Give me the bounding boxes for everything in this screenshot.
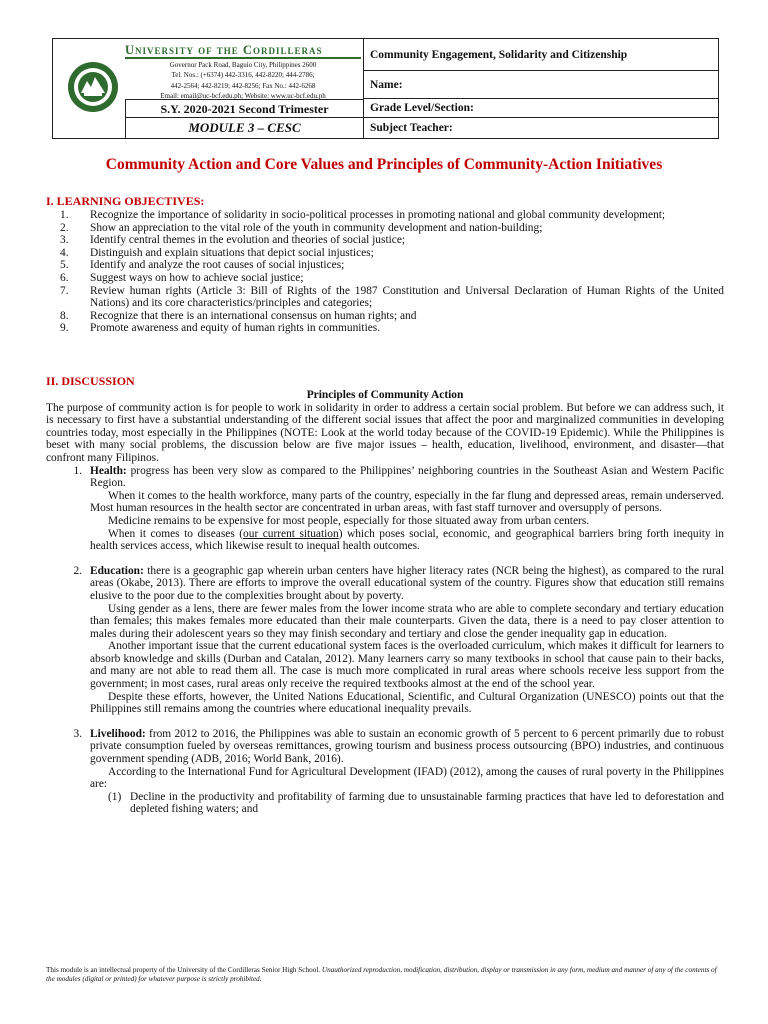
paragraph: Using gender as a lens, there are fewer males from the lower income strata who are able to complete secondary and tertiary education than females; this makes females more educated than their male counterparts. Given the data, there is a need to pay closer attention to males during their adolescent years so they may finish secondary and tertiary and close the gender inequality gap in education.	[90, 602, 724, 640]
list-item: 1. Recognize the importance of solidarity in socio-political processes in promoting national and global community development;	[60, 209, 666, 221]
livelihood-item: 3. Livelihood: from 2012 to 2016, the Philippines was able to sustain an economic growth of 5 percent to 6 percent primarily due to robust private consumption fueled by overseas remittances, growing tourism and business process outsourcing (BPO) industries, and continuous government spending (ADB, 2016; World Bank, 2016).	[73, 727, 724, 766]
student-info-table	[363, 39, 719, 138]
list-item: 8. Recognize that there is an international consensus on human rights; and	[60, 309, 417, 322]
objectives-list	[60, 209, 724, 335]
list-item: 9. Promote awareness and equity of human rights in communities.	[60, 322, 381, 335]
address-line: Tel. Nos.: (+6374) 442-3316, 442-8220; 444-2786;	[171, 71, 315, 80]
university-seal-icon	[67, 43, 119, 133]
address-line: Governor Pack Road, Baguio City, Philippines 2600	[169, 61, 317, 69]
address-line: 442-2564; 442-8219; 442-8256; Fax No.: 442-6268	[170, 81, 316, 90]
list-item: 6. Suggest ways on how to achieve social justice;	[60, 271, 304, 284]
livelihood-label: Livelihood:	[90, 727, 146, 740]
list-item: 2. Show an appreciation to the vital role of the youth in community development and nation-building;	[60, 221, 543, 234]
module-label: MODULE 3 – CESC	[125, 118, 363, 138]
objectives-heading: I. LEARNING OBJECTIVES:	[46, 194, 205, 208]
copyright-footer: This module is an intellectual property of the University of the Cordilleras Senior High School. Unauthorized reproduction, modification, distribution, display or transmission in any form, medium and manner of any of the contents of the modules (digital or printed) for whatever purpose is strictly prohibited.	[46, 966, 717, 983]
education-label: Education:	[90, 564, 144, 577]
paragraph: Another important issue that the current educational system faces is the overloaded curriculum, which makes it difficult for learners to absorb knowledge and skills (Durban and Catalan, 2012). Many learners carry so many textbooks in school that cause pain to their backs, and many are not able to read them all. The case is much more complicated in rural areas where schools receive less support from the government; in most cases, rural areas only receive the required textbooks almost at the end of the school year.	[90, 640, 724, 691]
discussion-subheading: Principles of Community Action	[306, 389, 464, 401]
list-item: 5. Identify and analyze the root causes of social injustices;	[60, 259, 345, 272]
subject-teacher-field: Subject Teacher:	[370, 122, 453, 134]
paragraph: When it comes to the health workforce, many parts of the country, especially in the far flung and depressed areas, remain underserved. Most human resources in the health sector are concentrated in urban areas, with fast staff turnover and oversupply of persons.	[90, 489, 724, 515]
grade-section-field: Grade Level/Section:	[364, 99, 719, 118]
subject-title: Community Engagement, Solidarity and Citizenship	[364, 39, 719, 71]
list-item: 7. Review human rights (Article 3: Bill of Rights of the 1987 Constitution and Universal Declaration of Human Rights of the United Nations) and its core characteristics/principles and categories;	[60, 284, 724, 310]
university-name: University of the Cordilleras	[125, 43, 361, 59]
paragraph: When it comes to diseases (our current situation) which poses social, economic, and geographical barriers bring forth inequity in health services access, which likewise result to inequal health outcomes.	[90, 527, 724, 553]
paragraph: According to the International Fund for Agricultural Development (IFAD) (2012), among the causes of rural poverty in the Philippines are:	[90, 765, 724, 791]
current-situation-link[interactable]: our current situation	[243, 527, 339, 540]
page-title: Community Action and Core Values and Principles of Community-Action Initiatives	[105, 156, 663, 173]
discussion-heading: II. DISCUSSION	[46, 374, 135, 388]
list-item: (1) Decline in the productivity and profitability of farming due to unsustainable farming practices that have led to deforestation and depleted fishing waters; and	[108, 790, 724, 816]
paragraph: Medicine remains to be expensive for most people, especially for those situated away from urban centers.	[108, 514, 590, 527]
discussion-body	[46, 389, 724, 816]
university-info	[125, 43, 361, 100]
health-item: 1. Health: progress has been very slow as compared to the Philippines’ neighboring countries in the Southeast Asian and Western Pacific Region.	[73, 464, 724, 490]
name-field: Name:	[364, 71, 719, 99]
list-item: 3. Identify central themes in the evolution and theories of social justice;	[60, 234, 406, 247]
paragraph: Despite these efforts, however, the United Nations Educational, Scientific, and Cultural Organization (UNESCO) points out that the Philippines still remains among the countries where educational inequality prevails.	[90, 690, 724, 716]
module-header	[52, 38, 719, 139]
health-label: Health:	[90, 464, 127, 477]
education-item: 2. Education: there is a geographic gap wherein urban centers have higher literacy rates (NCR being the highest), as compared to the rural areas (Okabe, 2013). There are efforts to improve the overall educational system of the country. Figures show that education still remains elusive to the poor due to the complexities brought about by poverty.	[73, 564, 724, 602]
list-item: 4. Distinguish and explain situations that depict social injustices;	[60, 246, 374, 259]
discussion-intro: The purpose of community action is for people to work in solidarity in order to address a certain social problem. But before we can address such, it is necessary to first have a substantial understanding of the different social issues that affect the poor and marginalized communities in developing countries today, most especially in the Philippines (NOTE: Look at the world today because of the COVID-19 Epidemic). While the Philippines is beset with many social problems, the discussion below are five major issues – health, education, livelihood, environment, and disaster—that confront many Filipinos.	[46, 401, 724, 464]
address-line: Email: email@uc-bcf.edu.ph; Website: www.uc-bcf.edu.ph	[160, 91, 326, 100]
school-year: S.Y. 2020-2021 Second Trimester	[125, 99, 363, 118]
